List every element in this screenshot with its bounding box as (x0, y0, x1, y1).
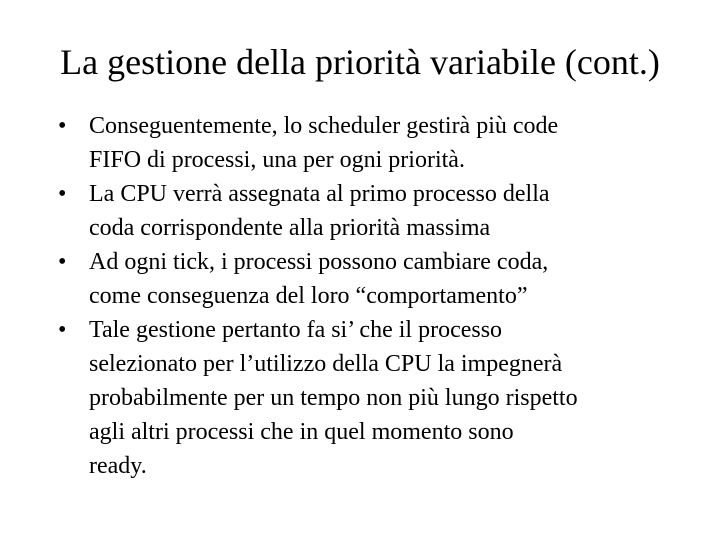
bullet-line: probabilmente per un tempo non più lungo rispetto (89, 385, 578, 411)
bullet-text (89, 313, 698, 483)
bullet-icon: • (58, 113, 67, 139)
bullet-line: selezionato per l’utilizzo della CPU la impegnerà (89, 351, 563, 377)
bullet-item (58, 177, 698, 245)
bullet-icon: • (58, 249, 67, 275)
bullet-line: FIFO di processi, una per ogni priorità. (89, 147, 465, 173)
slide-title: La gestione della priorità variabile (cont.) (60, 42, 660, 82)
bullet-icon: • (58, 317, 67, 343)
bullet-line: Tale gestione pertanto fa si’ che il processo (89, 317, 503, 343)
bullet-item (58, 109, 698, 177)
bullet-item (58, 313, 698, 483)
bullet-list (58, 109, 698, 483)
bullet-line: coda corrispondente alla priorità massima (89, 215, 491, 241)
bullet-line: come conseguenza del loro “comportamento” (89, 283, 528, 309)
bullet-line: agli altri processi che in quel momento sono (89, 419, 514, 445)
bullet-line: Ad ogni tick, i processi possono cambiare coda, (89, 249, 549, 275)
bullet-text (89, 109, 698, 177)
bullet-text (89, 245, 698, 313)
bullet-item (58, 245, 698, 313)
bullet-icon: • (58, 181, 67, 207)
bullet-line: ready. (89, 453, 147, 479)
bullet-line: La CPU verrà assegnata al primo processo della (89, 181, 550, 207)
bullet-text (89, 177, 698, 245)
bullet-line: Conseguentemente, lo scheduler gestirà più code (89, 113, 559, 139)
